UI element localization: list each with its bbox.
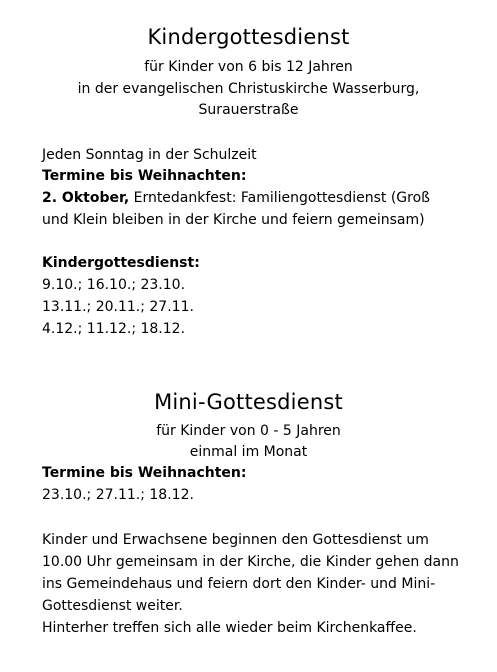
kindergottesdienst-dates-heading: Kindergottesdienst: (42, 255, 200, 271)
event-line-2: und Klein bleiben in der Kirche und feiern gemeinsam) (42, 212, 425, 228)
closing-line-3: ins Gemeindehaus und feiern dort den Kinder- und Mini- (42, 576, 436, 592)
closing-line-1: Kinder und Erwachsene beginnen den Gottesdienst um (42, 532, 429, 548)
section2-title: Mini-Gottesdienst (154, 390, 343, 414)
section1-subtitle-line-3: Surauerstraße (198, 102, 299, 118)
mini-gottesdienst-dates: 23.10.; 27.11.; 18.12. (42, 487, 194, 503)
event-date: 2. Oktober, (42, 190, 130, 206)
every-sunday-text: Jeden Sonntag in der Schulzeit (42, 147, 257, 163)
section1-subtitle-line-1: für Kinder von 6 bis 12 Jahren (144, 59, 353, 75)
section2-subtitle-line-2: einmal im Monat (189, 444, 308, 460)
closing-line-4: Gottesdienst weiter. (42, 598, 183, 614)
section1-subtitle-line-2: in der evangelischen Christuskirche Wasserburg, (77, 81, 420, 97)
closing-line-2: 10.00 Uhr gemeinsam in der Kirche, die Kinder gehen dann (42, 554, 459, 570)
event-line-1 (42, 187, 430, 209)
section2-subtitle-line-1: für Kinder von 0 - 5 Jahren (156, 423, 341, 439)
section2-appointments-heading: Termine bis Weihnachten: (42, 465, 247, 481)
closing-line-5: Hinterher treffen sich alle wieder beim Kirchenkaffee. (42, 620, 417, 636)
section1-title: Kindergottesdienst (147, 25, 350, 49)
date-line-1: 9.10.; 16.10.; 23.10. (42, 277, 186, 293)
date-line-2: 13.11.; 20.11.; 27.11. (42, 299, 194, 315)
event-text-1: Erntedankfest: Familiengottesdienst (Groß (133, 190, 430, 206)
section1-appointments-heading: Termine bis Weihnachten: (42, 168, 247, 184)
date-line-3: 4.12.; 11.12.; 18.12. (42, 321, 186, 337)
